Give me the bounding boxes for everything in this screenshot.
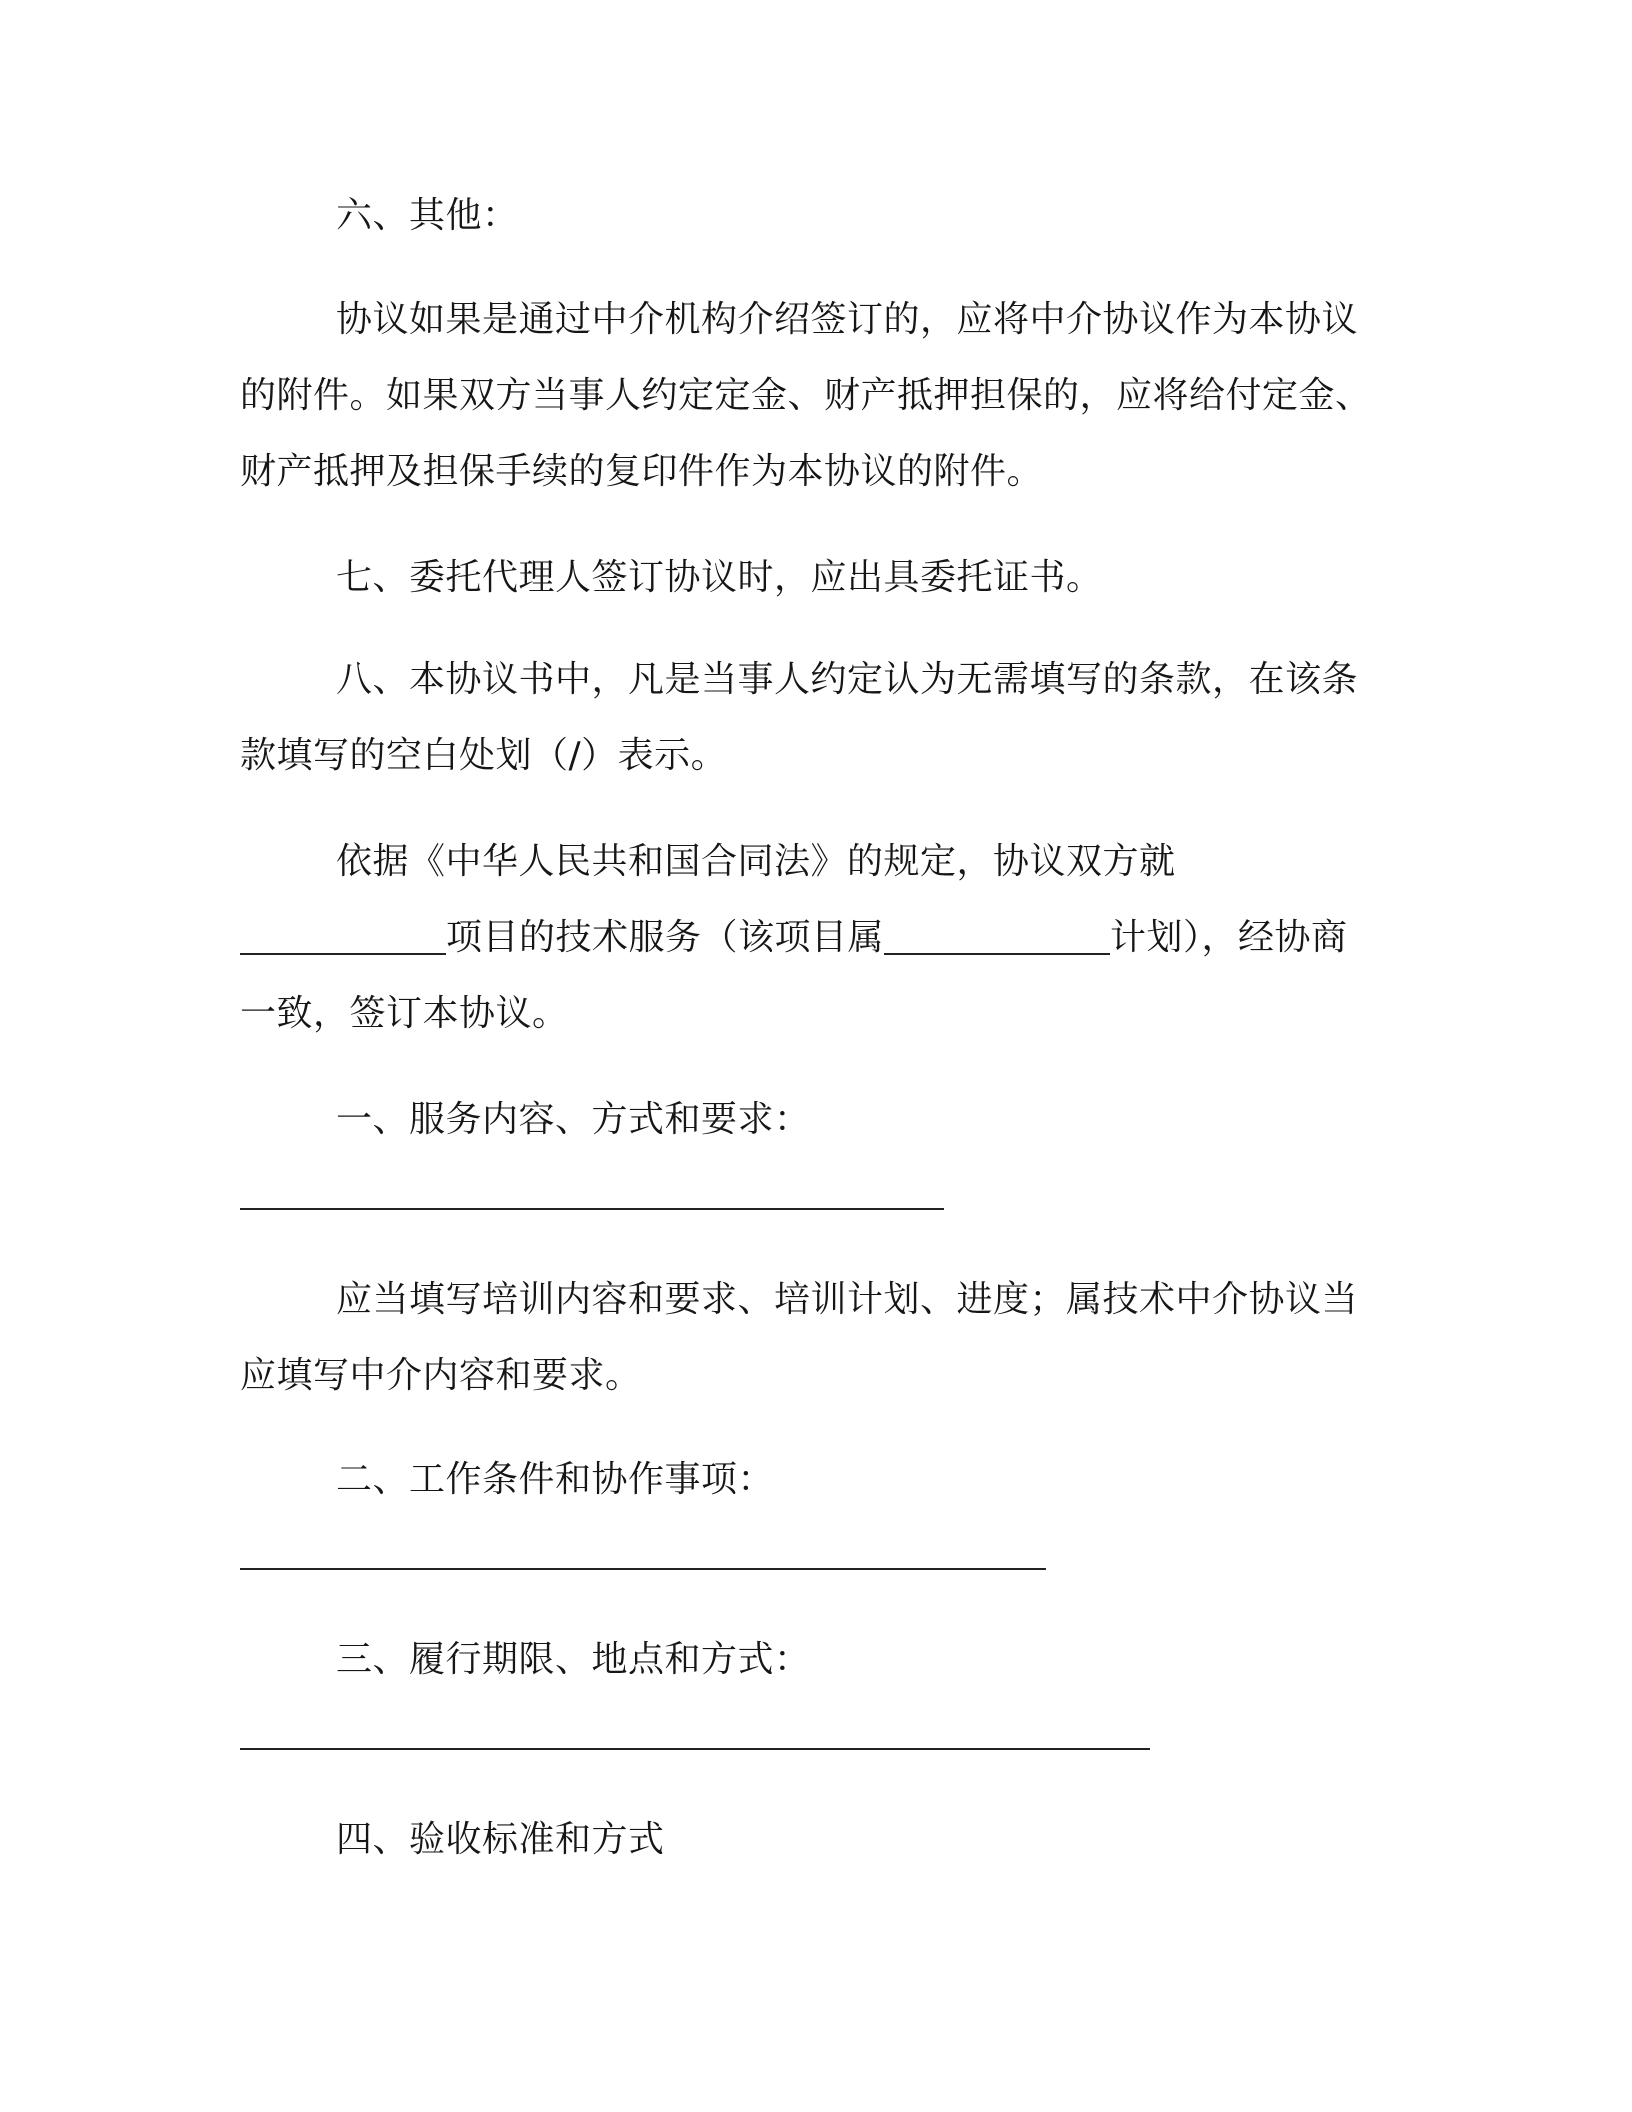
basis-line-1: 依据《中华人民共和国合同法》的规定，协议双方就	[336, 841, 1176, 882]
item-4-heading: 四、验收标准和方式	[336, 1819, 665, 1860]
basis-line-2-text-a: 项目的技术服务（该项目属	[446, 917, 885, 958]
item-2-heading: 二、工作条件和协作事项：	[336, 1459, 775, 1500]
basis-line-2	[240, 914, 1348, 962]
item-1-note-line-1: 应当填写培训内容和要求、培训计划、进度；属技术中介协议当	[336, 1279, 1359, 1320]
section-6-paragraph-line-1: 协议如果是通过中介机构介绍签订的，应将中介协议作为本协议	[336, 299, 1359, 340]
section-6-heading: 六、其他：	[336, 195, 519, 236]
item-3-heading: 三、履行期限、地点和方式：	[336, 1639, 811, 1680]
item-2-fill-line	[240, 1568, 1046, 1570]
item-1-fill-line	[240, 1208, 944, 1210]
section-7: 七、委托代理人签订协议时，应出具委托证书。	[336, 557, 1103, 598]
item-1-heading: 一、服务内容、方式和要求：	[336, 1099, 811, 1140]
project-name-blank	[240, 917, 446, 955]
basis-line-3: 一致，签订本协议。	[240, 993, 569, 1034]
plan-name-blank	[884, 917, 1110, 955]
section-8-line-1: 八、本协议书中，凡是当事人约定认为无需填写的条款，在该条	[336, 659, 1359, 700]
item-1-note-line-2: 应填写中介内容和要求。	[240, 1355, 642, 1396]
section-6-paragraph-line-2: 的附件。如果双方当事人约定定金、财产抵押担保的，应将给付定金、	[240, 375, 1372, 416]
section-8-line-2: 款填写的空白处划（/）表示。	[240, 735, 728, 776]
basis-line-2-text-b: 计划），经协商	[1110, 917, 1348, 958]
section-6-paragraph-line-3: 财产抵押及担保手续的复印件作为本协议的附件。	[240, 451, 1044, 492]
item-3-fill-line	[240, 1748, 1150, 1750]
